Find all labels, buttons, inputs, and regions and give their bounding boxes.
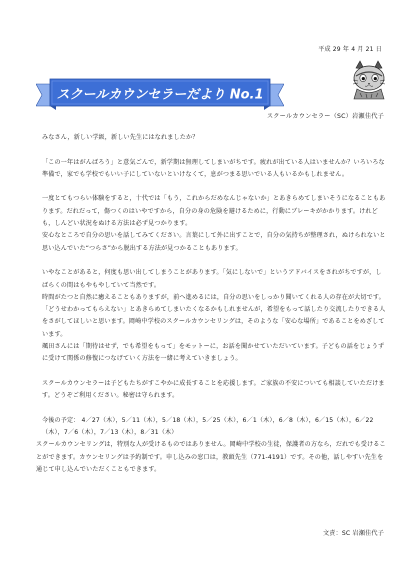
paragraph-counseling-goal: 時間がたつと自然に癒えることもありますが，前へ進めるには，自分の思いをしっかり聞いてくれる人の存在が大切です。「どうせわかってもらえない」とあきらめてしまいたくなるかもしれませんが，希望をもって話したり交流したりできる人をさがしてほしいと思います。岡崎中学校のスクールカウンセリングは，そのような「安心な場所」であることをめざしています。 <box>42 293 386 338</box>
newsletter-title-banner <box>36 76 284 110</box>
banner-title: スクールカウンセラーだより No.1 <box>56 87 264 103</box>
paragraph-new-term: 「この一年はがんばろう」と意気ごんで，新学期は無理してしまいがちです。疲れが出ている人はいませんか？いろいろな準備で，家でも学校でもいい子にしていないといけなくて，息がつまる思いでいる人もいるかもしれません。 <box>42 158 385 178</box>
cat-illustration <box>348 60 390 100</box>
paragraph-bad-memories: いやなことがあると，何度も思い出してしまうことがあります。「気にしないで」というアドバイスをされがちですが，しばらくの間はもやもやしていて当然です。 <box>42 269 382 289</box>
paragraph-reservation: スクールカウンセリングは，特別な人が受けるものではありません。岡崎中学校の生徒，保護者の方なら，だれでも受けることができます。カウンセリングは予約制です。申し込みの窓口は，教頭先生（771-4191）です。その他，話しやすい先生を通じて申し込んでいただくこともできます。 <box>36 441 386 474</box>
signature: 文責：SC 岩瀬佳代子 <box>322 530 384 537</box>
newsletter-body <box>36 132 386 476</box>
paragraph-motto: 颯田さんには「期待はせず，でも希望をもって」をモットーに，お話を聞かせていただいています。子どもの話をじょうずに受けて関係の修復につなげていく方法を一緒に考えていきましょう。 <box>42 343 385 363</box>
greeting-paragraph: みなさん，新しい学級，新しい先生にはなれましたか？ <box>42 134 199 141</box>
issue-date: 平成 29 年 4 月 21 日 <box>318 46 382 53</box>
schedule-paragraph: 今後の予定： 4／27（木），5／11（木），5／18（木），5／25（木），6／1（木），6／8（木），6／15（木），6／22（木），7／6（木），7／13（木），8／31（木） <box>42 416 374 437</box>
paragraph-support: スクールカウンセラーは子どもたちがすこやかに成長することを応援します。ご家族の不安についても相談していただけます。どうぞご利用ください。秘密は守られます。 <box>42 379 385 400</box>
paragraph-safe-place: 安心なところで自分の思いを話してみてください。言葉にして外に出すことで，自分の気持ちが整理され，ぬけられないと思い込んでいた“つらさ”から脱出する方法が見つかることもあります。 <box>42 232 386 252</box>
paragraph-hard-experience: 一度とてもつらい体験をすると，十代では「もう，これからだめなんじゃないか」とあきらめてしまいそうになることもあります。だれだって，傷つくのはいやですから，自分の身の危険を避けるために，行動にブレーキがかかります。けれども，しんどい状況をぬける方法は必ず見つかります。 <box>42 195 386 228</box>
author-line: スクールカウンセラー（SC）岩瀬佳代子 <box>266 113 384 120</box>
